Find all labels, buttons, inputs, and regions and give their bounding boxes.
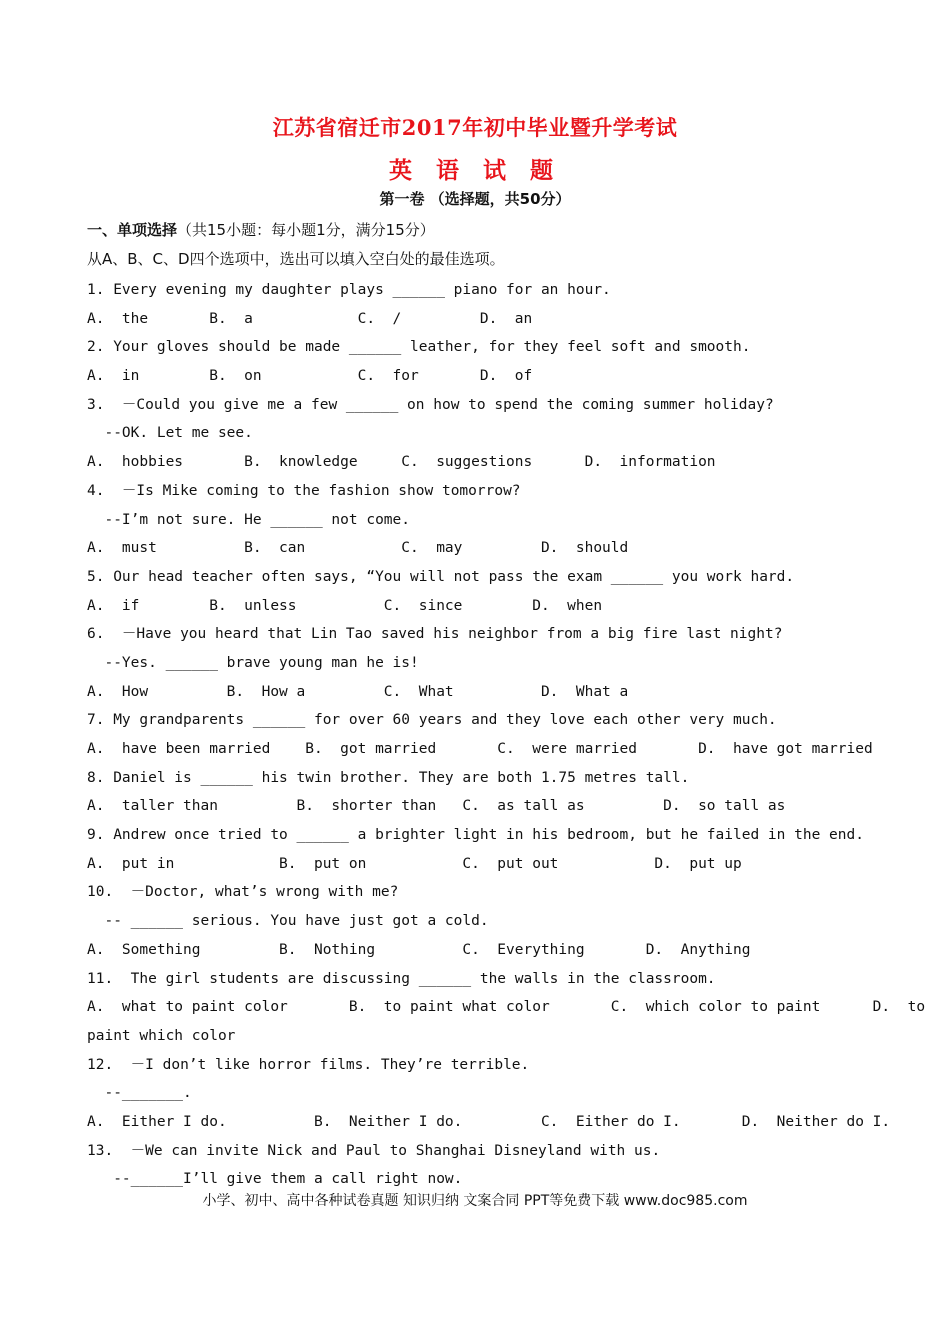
- question-line: A. hobbies B. knowledge C. suggestions D. information: [87, 454, 716, 471]
- section-heading: [87, 219, 435, 240]
- footer-note: 小学、初中、高中各种试卷真题 知识归纳 文案合同 PPT等免费下载 www.doc985.com: [202, 1193, 748, 1209]
- question-line: 13. －We can invite Nick and Paul to Shanghai Disneyland with us.: [87, 1142, 661, 1159]
- question-line: 6. －Have you heard that Lin Tao saved his neighbor from a big fire last night?: [87, 626, 783, 643]
- section-heading-rest: （共15小题：每小题1分，满分15分）: [177, 221, 435, 239]
- question-line: 5. Our head teacher often says, “You will not pass the exam ______ you work hard.: [87, 568, 795, 585]
- question-line: -- ______ serious. You have just got a cold.: [87, 913, 489, 930]
- question-line: 9. Andrew once tried to ______ a brighter light in his bedroom, but he failed in the end.: [87, 827, 864, 844]
- question-line: 3. －Could you give me a few ______ on how to spend the coming summer holiday?: [87, 396, 774, 413]
- question-line: --I’m not sure. He ______ not come.: [87, 511, 411, 528]
- question-line: 1. Every evening my daughter plays ______ piano for an hour.: [87, 282, 611, 298]
- question-line: A. put in B. put on C. put out D. put up: [87, 855, 742, 872]
- question-line: A. the B. a C. / D. an: [87, 310, 533, 327]
- question-line: A. Either I do. B. Neither I do. C. Either do I. D. Neither do I.: [87, 1113, 891, 1130]
- question-line: A. what to paint color B. to paint what color C. which color to paint D. to: [87, 999, 926, 1016]
- section-instruction: 从A、B、C、D四个选项中，选出可以填入空白处的最佳选项。: [87, 250, 505, 268]
- section-heading-bold: 一、单项选择: [87, 221, 178, 239]
- question-list: [87, 276, 926, 1194]
- question-line: 2. Your gloves should be made ______ leather, for they feel soft and smooth.: [87, 339, 751, 356]
- question-line: A. Something B. Nothing C. Everything D. Anything: [87, 941, 751, 958]
- question-line: A. if B. unless C. since D. when: [87, 597, 603, 614]
- question-line: paint which color: [87, 1027, 236, 1044]
- question-line: A. taller than B. shorter than C. as tall as D. so tall as: [87, 798, 786, 815]
- exam-subtitle: 英 语 试 题: [388, 157, 562, 184]
- exam-title: 江苏省宿迁市2017年初中毕业暨升学考试: [272, 115, 678, 140]
- question-line: 11. The girl students are discussing ______ the walls in the classroom.: [87, 970, 716, 987]
- question-line: 12. －I don’t like horror films. They’re terrible.: [87, 1056, 530, 1073]
- question-line: A. How B. How a C. What D. What a: [87, 683, 629, 700]
- question-line: A. must B. can C. may D. should: [87, 540, 629, 557]
- question-line: 4. －Is Mike coming to the fashion show tomorrow?: [87, 482, 521, 499]
- question-line: --_______.: [87, 1085, 192, 1102]
- question-line: 7. My grandparents ______ for over 60 years and they love each other very much.: [87, 712, 777, 729]
- question-line: A. have been married B. got married C. were married D. have got married: [87, 741, 873, 757]
- question-line: A. in B. on C. for D. of: [87, 368, 533, 385]
- question-line: 8. Daniel is ______ his twin brother. They are both 1.75 metres tall.: [87, 769, 690, 786]
- question-line: --Yes. ______ brave young man he is!: [87, 654, 419, 671]
- part-heading: 第一卷 （选择题，共50分）: [379, 190, 571, 208]
- question-line: --______I’ll give them a call right now.: [87, 1171, 463, 1188]
- question-line: --OK. Let me see.: [87, 425, 253, 442]
- question-line: 10. －Doctor, what’s wrong with me?: [87, 884, 399, 901]
